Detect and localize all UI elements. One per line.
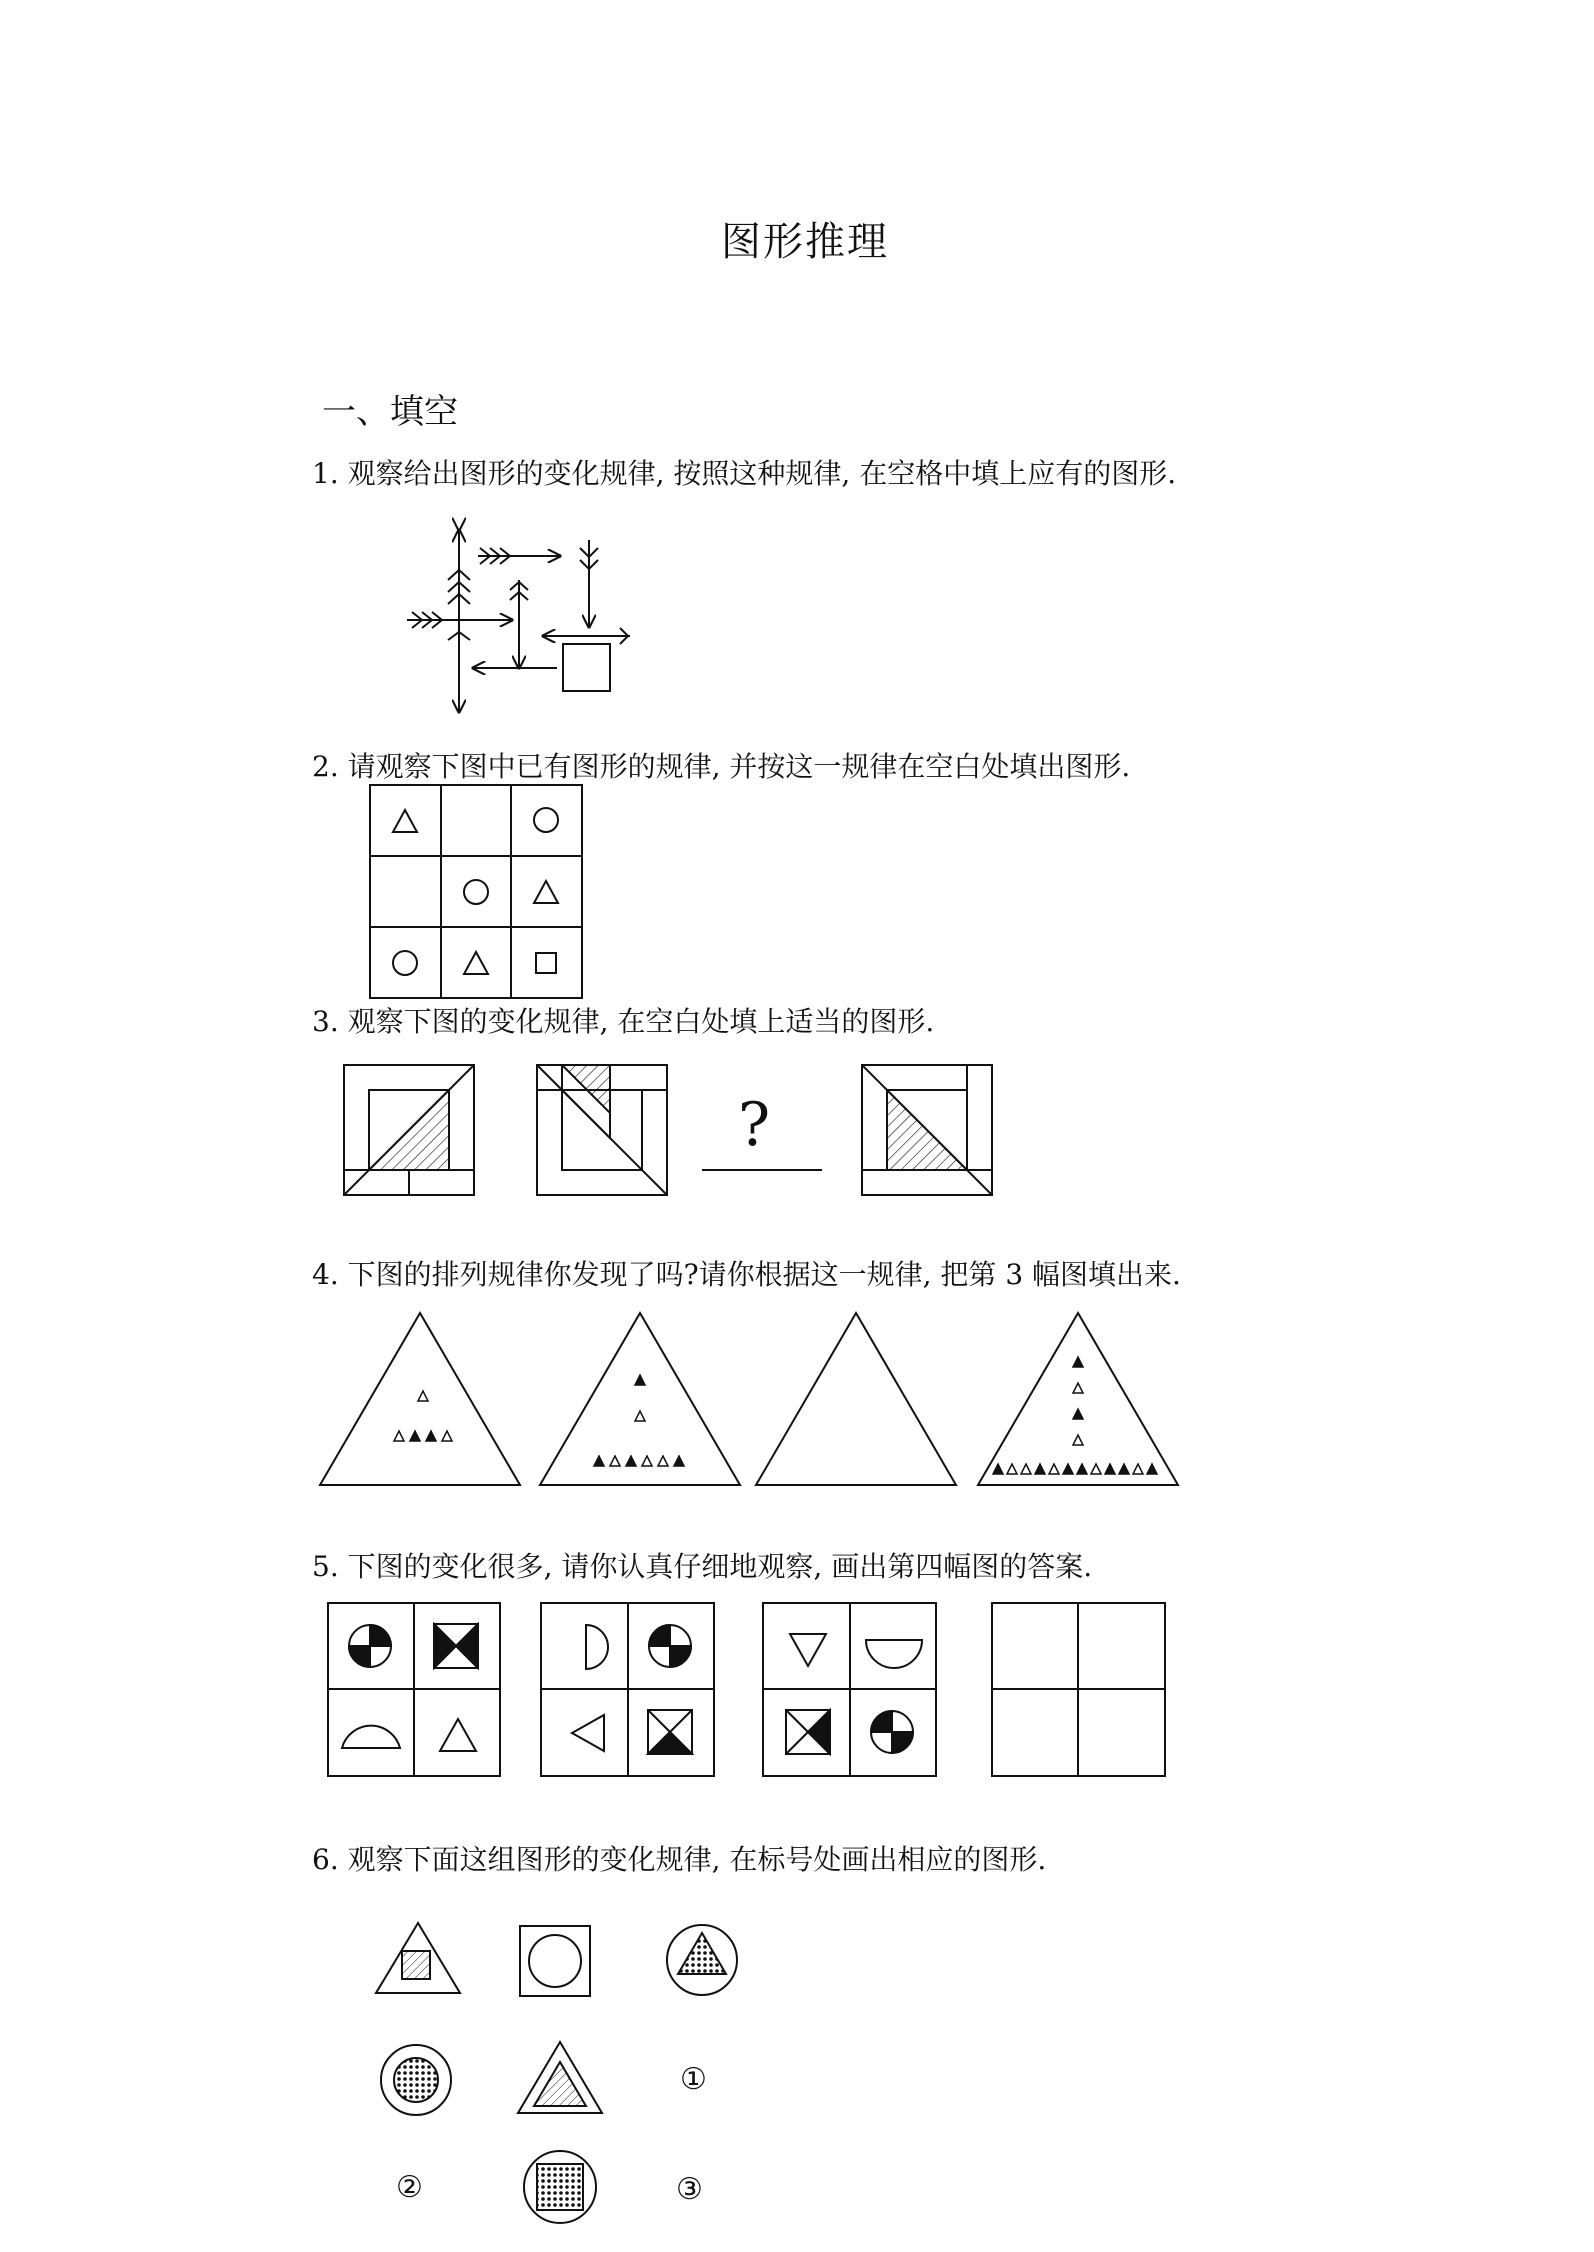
page-title: 图形推理 [721,219,889,265]
question-4-text: 4. 下图的排列规律你发现了吗?请你根据这一规律, 把第 3 幅图填出来. [312,1258,1181,1291]
section-heading: 一、填空 [322,392,458,432]
question-3-text: 3. 观察下图的变化规律, 在空白处填上适当的图形. [312,1005,935,1038]
question-6-text: 6. 观察下面这组图形的变化规律, 在标号处画出相应的图形. [312,1843,1047,1876]
q6-label-3: ③ [676,2172,703,2207]
question-5-text: 5. 下图的变化很多, 请你认真仔细地观察, 画出第四幅图的答案. [312,1550,1093,1583]
question-2-text: 2. 请观察下图中已有图形的规律, 并按这一规律在空白处填出图形. [312,750,1131,783]
q6-label-1: ① [680,2062,707,2097]
question-1-text: 1. 观察给出图形的变化规律, 按照这种规律, 在空格中填上应有的图形. [312,457,1177,490]
q6-label-2: ② [396,2170,423,2205]
q3-question-mark: ? [738,1090,771,1160]
